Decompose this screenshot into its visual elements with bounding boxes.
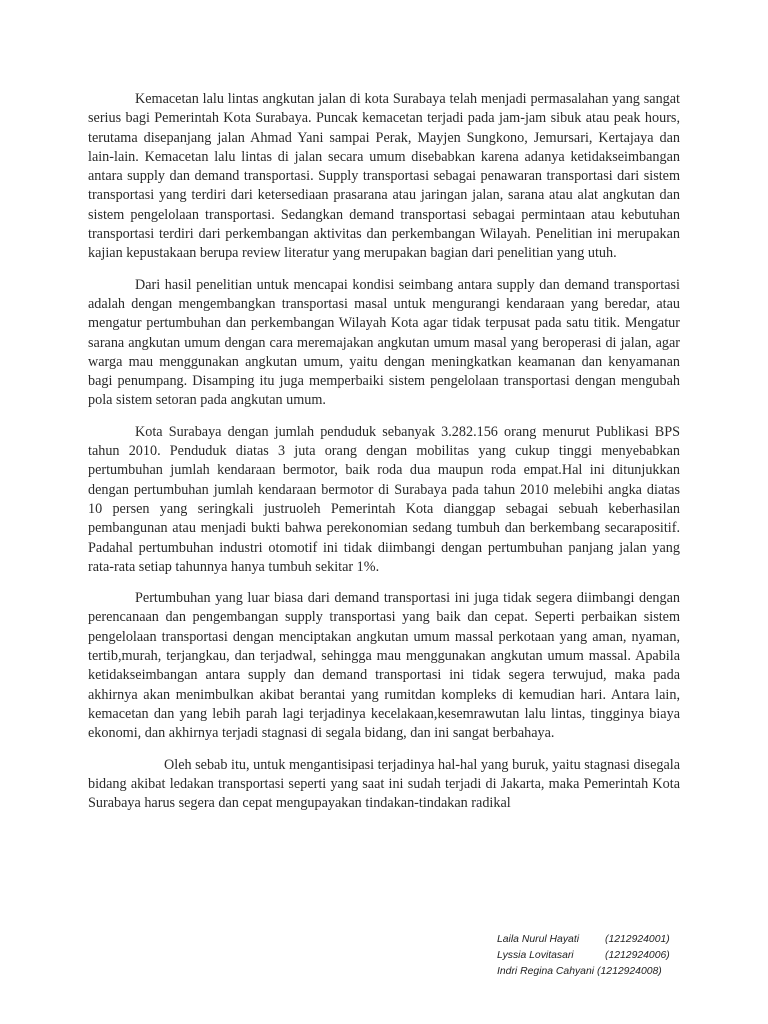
author-row: [497, 948, 687, 964]
document-body: [88, 90, 680, 825]
author-student-id: (1212924008): [597, 966, 662, 977]
author-name: Lyssia Lovitasari: [497, 950, 574, 961]
paragraph-5: Oleh sebab itu, untuk mengantisipasi terjadinya hal-hal yang buruk, yaitu stagnasi disegala bidang akibat ledakan transportasi seperti yang saat ini sudah terjadi di Jakarta, maka Pemerintah Kota Surabaya harus segera dan cepat mengupayakan tindakan-tindakan radikal: [88, 756, 680, 812]
paragraph-3: Kota Surabaya dengan jumlah penduduk sebanyak 3.282.156 orang menurut Publikasi BPS tahun 2010. Penduduk diatas 3 juta orang dengan mobilitas yang cukup tinggi menyebabkan pertumbuhan jumlah kendaraan bermotor, baik roda dua maupun roda empat.Hal ini ditunjukkan dengan pertumbuhan jumlah kendaraan bermotor di Surabaya pada tahun 2010 melebihi angka diatas 10 persen yang seringkali justruoleh Pemerintah Kota dianggap sebagai sebuah keberhasilan pembangunan atau menjadi bukti bahwa perekonomian sedang tumbuh dan berkembang secarapositif. Padahal pertumbuhan industri otomotif ini tidak diimbangi dengan pertumbuhan panjang jalan yang rata-rata setiap tahunnya hanya tumbuh sekitar 1%.: [88, 423, 680, 575]
author-student-id: (1212924006): [605, 950, 670, 961]
author-student-id: (1212924001): [605, 934, 670, 945]
author-row: [497, 932, 687, 948]
author-name: Laila Nurul Hayati: [497, 934, 580, 945]
author-name: Indri Regina Cahyani: [497, 966, 595, 977]
author-list: [497, 932, 687, 980]
author-row: [497, 964, 687, 980]
paragraph-4: Pertumbuhan yang luar biasa dari demand transportasi ini juga tidak segera diimbangi dengan perencanaan dan pengembangan supply transportasi yang baik dan cepat. Seperti perbaikan sistem pengelolaan transportasi dengan menciptakan angkutan umum massal perkotaan yang aman, nyaman, tertib,murah, terjangkau, dan terjadwal, sehingga mau menggunakan angkutan umum massal. Apabila ketidakseimbangan antara supply dan demand transportasi ini tidak segera terwujud, maka pada akhirnya akan menimbulkan akibat berantai yang rumitdan kompleks di kemudian hari. Antara lain, kemacetan dan yang lebih parah lagi terjadinya kecelakaan,kesemrawutan lalu lintas, tingginya biaya ekonomi, dan akhirnya terjadi stagnasi di segala bidang, dan ini sangat berbahaya.: [88, 590, 680, 742]
paragraph-2: Dari hasil penelitian untuk mencapai kondisi seimbang antara supply dan demand transportasi adalah dengan mengembangkan transportasi masal untuk mengurangi kendaraan yang beredar, atau mengatur pertumbuhan dan perkembangan Wilayah Kota agar tidak terpusat pada satu titik. Mengatur sarana angkutan umum dengan cara meremajakan angkutan umum masal yang beroperasi di jalan, agar warga mau menggunakan angkutan umum, yaitu dengan meningkatkan keamanan dan kenyamanan bagi penumpang. Disamping itu juga memperbaiki sistem pengelolaan transportasi dengan mengubah pola sistem setoran pada angkutan umum.: [88, 276, 680, 409]
paragraph-1: Kemacetan lalu lintas angkutan jalan di kota Surabaya telah menjadi permasalahan yang sangat serius bagi Pemerintah Kota Surabaya. Puncak kemacetan terjadi pada jam-jam sibuk atau peak hours, terutama disepanjang jalan Ahmad Yani sampai Perak, Mayjen Sungkono, Jemursari, Kertajaya dan lain-lain. Kemacetan lalu lintas di jalan secara umum disebabkan karena adanya ketidakseimbangan antara supply dan demand transportasi. Supply transportasi sebagai penawaran transportasi dari sistem transportasi yang terdiri dari ketersediaan prasarana atau jaringan jalan, sarana atau alat angkutan dan sistem pengelolaan transportasi. Sedangkan demand transportasi sebagai permintaan atau kebutuhan transportasi terdiri dari perkembangan aktivitas dan perkembangan Wilayah. Penelitian ini merupakan kajian kepustakaan berupa review literatur yang merupakan bagian dari penelitian yang utuh.: [88, 91, 680, 262]
